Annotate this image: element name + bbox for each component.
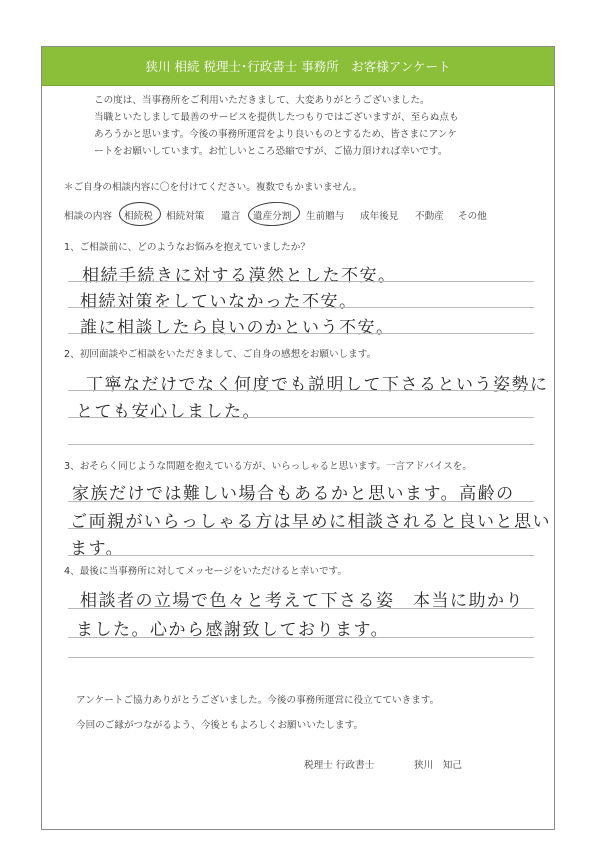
answer-line [68, 528, 534, 529]
category-estate-division: 遺産分割 [253, 211, 292, 222]
answer-line [68, 417, 534, 418]
answer-line [68, 608, 534, 609]
handwritten-answer: 相談者の立場で色々と考えて下さる姿 本当に助かり [80, 591, 524, 611]
consult-label: 相談の内容 [64, 211, 112, 222]
handwritten-answer: 相続手続きに対する漠然とした不安。 [82, 266, 397, 286]
closing-line: アンケートご協力ありがとうございました。今後の事務所運営に役立てていきます。 [76, 695, 440, 706]
answer-line [68, 501, 534, 502]
signature-name: 狭川 知己 [414, 760, 462, 771]
answer-line [68, 444, 534, 445]
question-prompt: 1、ご相談前に、どのようなお悩みを抱えていましたか？ [64, 242, 310, 253]
answer-line [68, 390, 534, 391]
handwritten-answer: 相続対策をしていなかった不安。 [80, 292, 358, 312]
handwritten-answer: ます。 [70, 539, 125, 559]
question-prompt: 4、最後に当事務所に対してメッセージをいただけると幸いです。 [64, 566, 347, 577]
handwritten-answer: ご両親がいらっしゃる方は早めに相談されると良いと思い [70, 512, 551, 532]
handwritten-answer: 丁寧なだけでなく何度でも説明して下さるという姿勢に [86, 375, 549, 395]
category-other: その他 [458, 211, 487, 222]
category-will: 遺言 [221, 211, 241, 222]
answer-line [68, 307, 534, 308]
category-inheritance-tax: 相続税 [124, 211, 153, 222]
handwritten-answer: 誰に相談したら良いのかという不安。 [80, 318, 395, 338]
question-prompt: 2、初回面談やご相談をいただきまして、ご自身の感想をお願いします。 [64, 349, 377, 360]
handwritten-answer: ました。心から感謝致しております。 [76, 620, 390, 640]
handwritten-answer: とても安心しました。 [76, 402, 261, 422]
category-real-estate: 不動産 [415, 211, 444, 222]
answer-line [68, 637, 534, 638]
survey-sheet [41, 46, 555, 830]
question-prompt: 3、おそらく同じような問題を抱えている方が、いらっしゃると思います。一言アドバイスを。 [64, 461, 472, 472]
answer-line [68, 333, 534, 334]
survey-title: 狭川 相続 税理士･行政書士 事務所 お客様アンケート [145, 59, 451, 74]
intro-line: ートをお願いしています。お忙しいところ恐縮ですが、ご協力頂ければ幸いです。 [94, 146, 448, 157]
category-guardianship: 成年後見 [360, 211, 399, 222]
signature-role: 税理士 行政書士 [304, 760, 375, 771]
closing-line: 今回のご縁がつながるよう、今後ともよろしくお願いいたします。 [76, 720, 364, 731]
circle-mark [119, 202, 161, 226]
intro-line: 当職といたしまして最善のサービスを提供したつもりではございますが、至らぬ点も [94, 112, 459, 123]
consult-instruction: ＊ご自身の相談内容に〇を付けてください。複数でもかまいません。 [64, 182, 362, 193]
survey-header [42, 47, 554, 86]
handwritten-answer: 家族だけでは難しい場合もあるかと思います。高齢の [72, 484, 515, 504]
answer-line [68, 281, 534, 282]
answer-line [68, 555, 534, 556]
circle-mark [247, 201, 300, 228]
intro-line: この度は、当事務所をご利用いただきまして、大変ありがとうございました。 [94, 95, 430, 106]
category-inheritance-planning: 相続対策 [166, 211, 205, 222]
intro-line: あろうかと思います。今後の事務所運営をより良いものとするため、皆さまにアンケ [94, 129, 457, 140]
category-lifetime-gift: 生前贈与 [306, 211, 345, 222]
answer-line [68, 657, 534, 658]
